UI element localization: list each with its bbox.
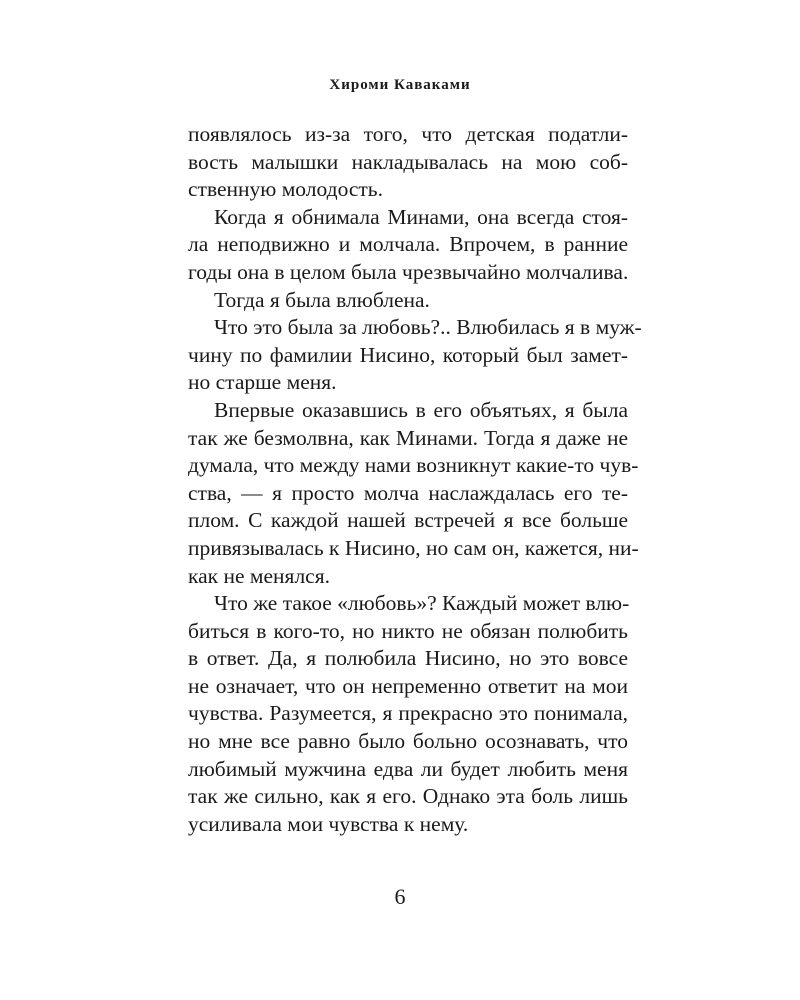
- text-line: но старше меня.: [188, 370, 337, 395]
- text-line: любимый мужчина едва ли будет любить меня: [188, 756, 628, 781]
- text-line: так же безмолвна, как Минами. Тогда я даже не: [188, 425, 628, 450]
- text-line: ства, — я просто молча наслаждалась его те-: [188, 480, 628, 505]
- text-line: так же сильно, как я его. Однако эта боль лишь: [188, 784, 628, 809]
- text-line: не означает, что он непременно ответит на мои: [188, 673, 628, 698]
- text-line: ла неподвижно и молчала. Впрочем, в ранние: [188, 232, 628, 257]
- running-head-author: Хироми Каваками: [329, 77, 471, 93]
- text-line: Впервые оказавшись в его объятьях, я была: [214, 397, 628, 422]
- body-text: [188, 121, 642, 838]
- text-line: Что же такое «любовь»? Каждый может влю-: [214, 591, 630, 616]
- text-line: думала, что между нами возникнут какие-то чув-: [188, 453, 639, 478]
- text-line: годы она в целом была чрезвычайно молчалива.: [188, 259, 629, 284]
- text-line: в ответ. Да, я полюбила Нисино, но это вовсе: [188, 646, 628, 671]
- text-line: как не менялся.: [188, 563, 330, 588]
- text-line: чину по фамилии Нисино, который был замет-: [188, 342, 628, 367]
- text-line: Когда я обнимала Минами, она всегда стоя-: [214, 204, 628, 229]
- text-line: Тогда я была влюблена.: [214, 287, 430, 312]
- text-line: биться в кого-то, но никто не обязан полюбить: [188, 618, 628, 643]
- text-line: чувства. Разумеется, я прекрасно это понимала,: [188, 701, 628, 726]
- text-line: плом. С каждой нашей встречей я все больше: [188, 508, 628, 533]
- text-line: но мне все равно было больно осознавать, что: [188, 729, 628, 754]
- page-number: 6: [394, 884, 406, 909]
- text-line: вость малышки накладывалась на мою соб-: [188, 149, 628, 174]
- text-line: Что это была за любовь?.. Влюбилась я в муж-: [214, 315, 642, 340]
- text-line: появлялось из-за того, что детская податли-: [188, 122, 628, 146]
- text-line: усиливала мои чувства к нему.: [188, 811, 469, 836]
- text-line: привязывалась к Нисино, но сам он, кажется, ни-: [188, 535, 639, 560]
- text-line: ственную молодость.: [188, 177, 383, 202]
